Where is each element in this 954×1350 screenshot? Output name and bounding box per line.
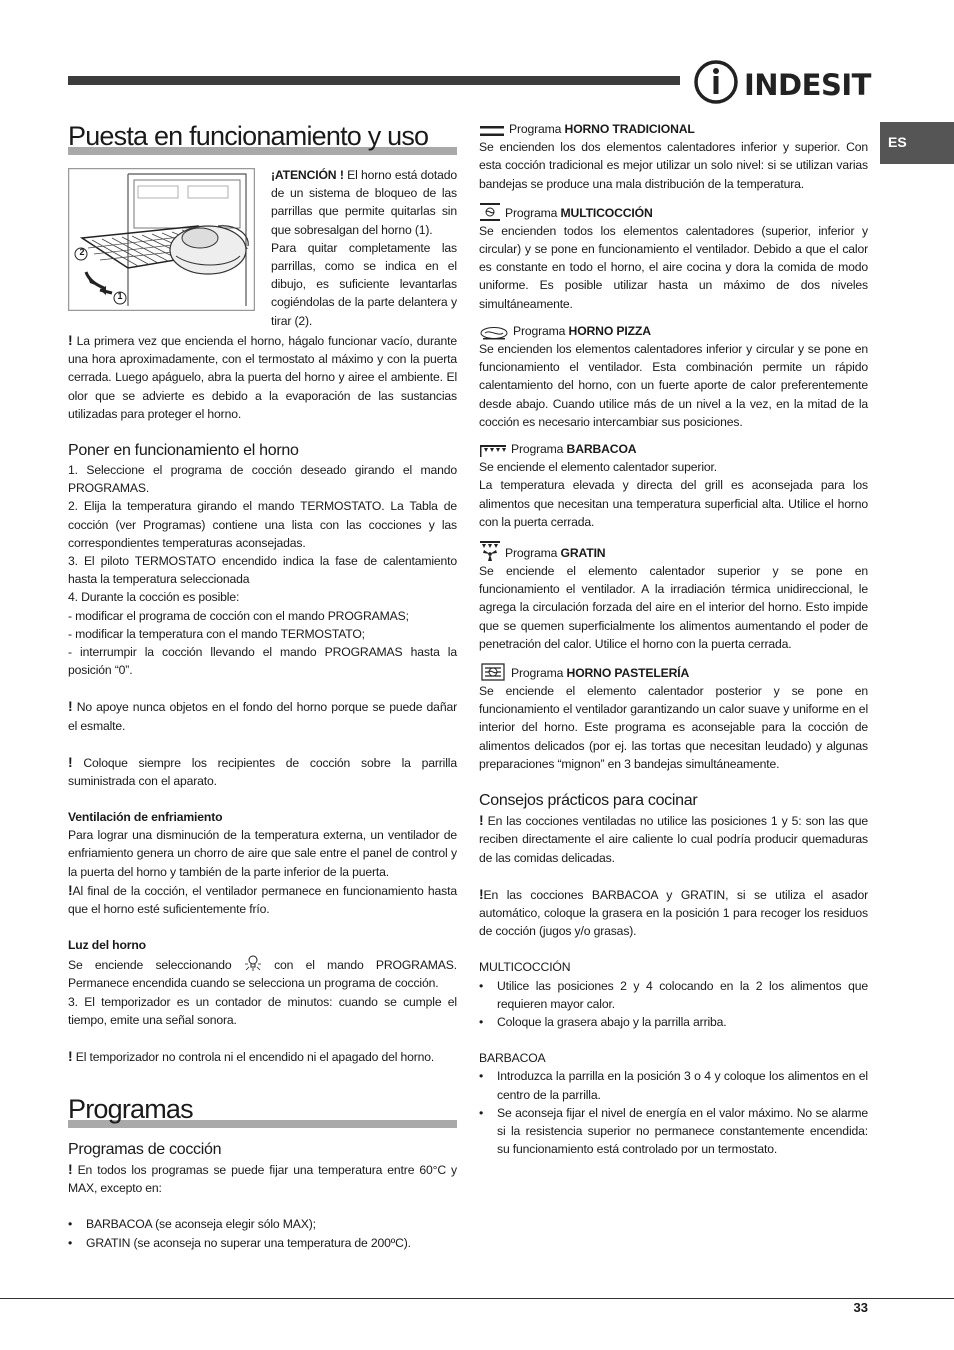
start-step-6: - modificar la temperatura con el mando TERMOSTATO; <box>68 626 365 641</box>
timer-warn-text: El temporizador no controla ni el encendido ni el apagado del horno. <box>75 1050 435 1065</box>
program-prefix: Programa <box>505 545 561 560</box>
program-text: Se encienden los elementos calentadores inferior y circular y se pone en funcionamiento el ventilador. Esta combinación permite un rápido calentamiento del horno, con un fuerte aporte de calor preferentemente desde abajo. Cuando utilice más de un nivel a la vez, en la mitad de la cocción es necesario intercambiar sus posiciones. <box>479 342 868 429</box>
page-number: 33 <box>853 1300 868 1315</box>
program-text: Se enciende el elemento calentador posterior y se pone en funcionamiento el ventilador garantizando un calor suave y uniforme en el interior del horno. Este programa es aconsejable para la cocción de alimentos delicados (por ej. las tortas que necesitan leudado) y algunas preparaciones “mignon” en 3 bandejas simultáneamente. <box>479 684 868 771</box>
program-name: HORNO TRADICIONAL <box>564 122 695 136</box>
oven-rack-illustration <box>68 168 255 311</box>
gratin-icon <box>479 540 501 562</box>
start-step-4: 4. Durante la cocción es posible: <box>68 590 240 605</box>
list-item: • Coloque la grasera abajo y la parrilla arriba. <box>479 1013 868 1031</box>
horno-pizza-icon <box>479 326 509 340</box>
vent-warn-text: Al final de la cocción, el ventilador permanece en funcionamiento hasta que el horno esté suficientemente frío. <box>68 883 457 917</box>
list-item: • BARBACOA (se aconseja elegir sólo MAX); <box>68 1215 457 1233</box>
program-text: Se enciende el elemento calentador superior y se pone en funcionamiento el ventilador. A la irradiación térmica unidireccional, le agrega la circulación forzada del aire en el interior del horno. Esto impide que se quemen superficialmente los alimentos aumentando el poder de penetración del calor. Utilice el horno con la puerta cerrada. <box>479 564 868 651</box>
callout-1: 1 <box>117 291 123 301</box>
program-name: HORNO PASTELERÍA <box>566 665 690 680</box>
light-text-a: Se enciende seleccionando <box>68 958 244 973</box>
right-column-body <box>479 120 868 1158</box>
section-title-programas <box>68 1094 457 1128</box>
vent-heading: Ventilación de enfriamiento <box>68 810 223 825</box>
list-item: • Utilice las posiciones 2 y 4 colocando en la 2 los alimentos que requieren mayor calor. <box>479 977 868 1013</box>
program-prefix: Programa <box>513 323 569 338</box>
indesit-logo <box>694 58 872 106</box>
barb-label: BARBACOA <box>479 1051 546 1066</box>
program-name: HORNO PIZZA <box>568 323 651 338</box>
warning-mark: ! <box>68 332 73 348</box>
programs-section <box>68 1140 457 1252</box>
light-heading: Luz del horno <box>68 938 146 953</box>
light-text-b: con el mando PROGRAMAS. Permanece encendida cuando se selecciona un programa de cocción. <box>68 958 457 991</box>
warning-mark: ! <box>68 698 73 715</box>
program-name: GRATIN <box>560 545 606 560</box>
program-text-2: La temperatura elevada y directa del grill es aconsejada para los alimentos que necesitan una temperatura superficial alta. Utilice el horno con la puerta cerrada. <box>479 478 868 529</box>
warning-mark: ! <box>68 1161 73 1177</box>
barbacoa-icon <box>479 444 507 458</box>
warn-rack-text: Coloque siempre los recipientes de cocción sobre la parrilla suministrada con el aparato. <box>68 755 457 789</box>
barb-list <box>479 1067 868 1158</box>
program-prefix: Programa <box>511 442 567 457</box>
page-title: Puesta en funcionamiento y uso <box>68 121 429 151</box>
attention-text-1: El horno está dotado de un sistema de bloqueo de las parrillas que permite quitarlas sin que sobresalgan del horno (1). <box>271 168 457 237</box>
attention-text-2: Para quitar completamente las parrillas, como se indica en el dibujo, es suficiente levantarlas cogiéndolas de la parte delantera y tirar (2). <box>271 240 457 328</box>
timer-text: 3. El temporizador es un contador de minutos: cuando se cumple el tiempo, emite una señal sonora. <box>68 994 457 1027</box>
multi-label: MULTICOCCIÓN <box>479 960 571 975</box>
tip-1: En las cocciones ventiladas no utilice las posiciones 1 y 5: son las que reciben directamente el aire caliente lo cual podría producir quemaduras de las comidas delicadas. <box>479 814 868 865</box>
program-title-pizza <box>479 322 868 340</box>
left-column-body <box>68 331 457 1066</box>
warning-mark: ! <box>68 881 73 898</box>
start-step-5: - modificar el programa de cocción con el mando PROGRAMAS; <box>68 608 409 623</box>
program-prefix: Programa <box>509 122 565 136</box>
prog-heading: Programas de cocción <box>68 1141 222 1158</box>
tip-2: En las cocciones BARBACOA y GRATIN, si se utiliza el asador automático, coloque la grasera en la posición 1 para recoger los residuos de cocción (jugos y/o grasas). <box>479 887 868 939</box>
horno-pasteleria-icon <box>479 662 507 682</box>
prog-exceptions-list <box>68 1215 457 1251</box>
multiccion-icon <box>479 202 501 222</box>
start-step-7: - interrumpir la cocción llevando el mando PROGRAMAS hasta la posición “0”. <box>68 645 457 678</box>
list-item: • Introduzca la parrilla en la posición 3 o 4 y coloque los alimentos en el centro de la parrilla. <box>479 1067 868 1103</box>
warning-mark: ! <box>68 753 73 770</box>
warning-mark: ! <box>479 812 484 829</box>
start-heading: Poner en funcionamiento el horno <box>68 442 299 460</box>
program-title-barbacoa <box>479 440 868 458</box>
program-title-tradicional <box>479 120 868 138</box>
list-item: • GRATIN (se aconseja no superar una temperatura de 200ºC). <box>68 1234 457 1252</box>
programas-title: Programas <box>68 1094 193 1124</box>
program-title-gratin <box>479 540 868 562</box>
section-title-uso <box>68 121 457 155</box>
program-name: MULTICOCCIÓN <box>560 205 653 220</box>
header-bar <box>68 76 680 85</box>
program-title-pasteleria <box>479 662 868 682</box>
vent-text: Para lograr una disminución de la temperatura externa, un ventilador de enfriamiento genera un chorro de aire que sale entre el panel de control y la puerta del horno y también de la parte inferior de la puerta. <box>68 828 457 879</box>
start-step-1: 1. Seleccione el programa de cocción deseado girando el mando PROGRAMAS. <box>68 463 457 496</box>
first-use-text: La primera vez que encienda el horno, hágalo funcionar vacío, durante una hora aproximadamente, con el termostato al máximo y con la puerta cerrada. Luego apáguelo, abra la puerta del horno y airee el ambiente. El olor que se advierte es debido a la evaporación de las sustancias utilizadas para proteger el horno. <box>68 334 457 421</box>
attention-note <box>271 166 457 330</box>
tips-heading: Consejos prácticos para cocinar <box>479 792 698 810</box>
warning-mark: ! <box>68 1048 73 1065</box>
prog-intro-text: En todos los programas se puede fijar una temperatura entre 60°C y MAX, excepto en: <box>68 1163 457 1196</box>
program-text: Se encienden los dos elementos calentadores inferior y superior. Con esta cocción tradicional es mejor utilizar un solo nivel: si se utilizan varias bandejas se produce una mala distribución de la temperatura. <box>479 140 868 191</box>
start-step-3: 3. El piloto TERMOSTATO encendido indica la fase de calentamiento hasta la temperatura seleccionada <box>68 554 457 587</box>
program-text: Se encienden todos los elementos calentadores (superior, inferior y circular) y se pone en funcionamiento el ventilador. Debido a que el calor es constante en todo el horno, el aire cocina y dora la comida de modo uniforme. Es posible utilizar hasta un máximo de dos niveles simultáneamente. <box>479 223 868 311</box>
program-title-multiccion <box>479 202 868 222</box>
warning-mark: ! <box>479 885 484 902</box>
footer-rule <box>0 1298 954 1299</box>
program-prefix: Programa <box>511 665 567 680</box>
warn-bottom-text: No apoye nunca objetos en el fondo del horno porque se puede dañar el esmalte. <box>68 700 457 733</box>
attention-label: ¡ATENCIÓN ! <box>271 168 344 182</box>
program-name: BARBACOA <box>566 442 637 457</box>
horno-tradicional-icon <box>479 124 505 138</box>
callout-2: 2 <box>79 247 85 257</box>
multi-list <box>479 977 868 1032</box>
list-item: • Se aconseja fijar el nivel de energía en el valor máximo. No se alarme si la resistencia superior no permanece constantemente encendida: su funcionamiento está controlado por un termostato. <box>479 1104 868 1159</box>
start-step-2: 2. Elija la temperatura girando el mando TERMOSTATO. La Tabla de cocción (ver Programas) contiene una lista con las cocciones y las correspondientes temperaturas aconsejadas. <box>68 499 457 550</box>
svg-text:INDESIT: INDESIT <box>744 68 871 102</box>
program-text: Se enciende el elemento calentador superior. <box>479 460 717 475</box>
lamp-icon <box>244 954 262 972</box>
program-prefix: Programa <box>505 205 561 220</box>
language-tab: ES <box>880 122 954 164</box>
